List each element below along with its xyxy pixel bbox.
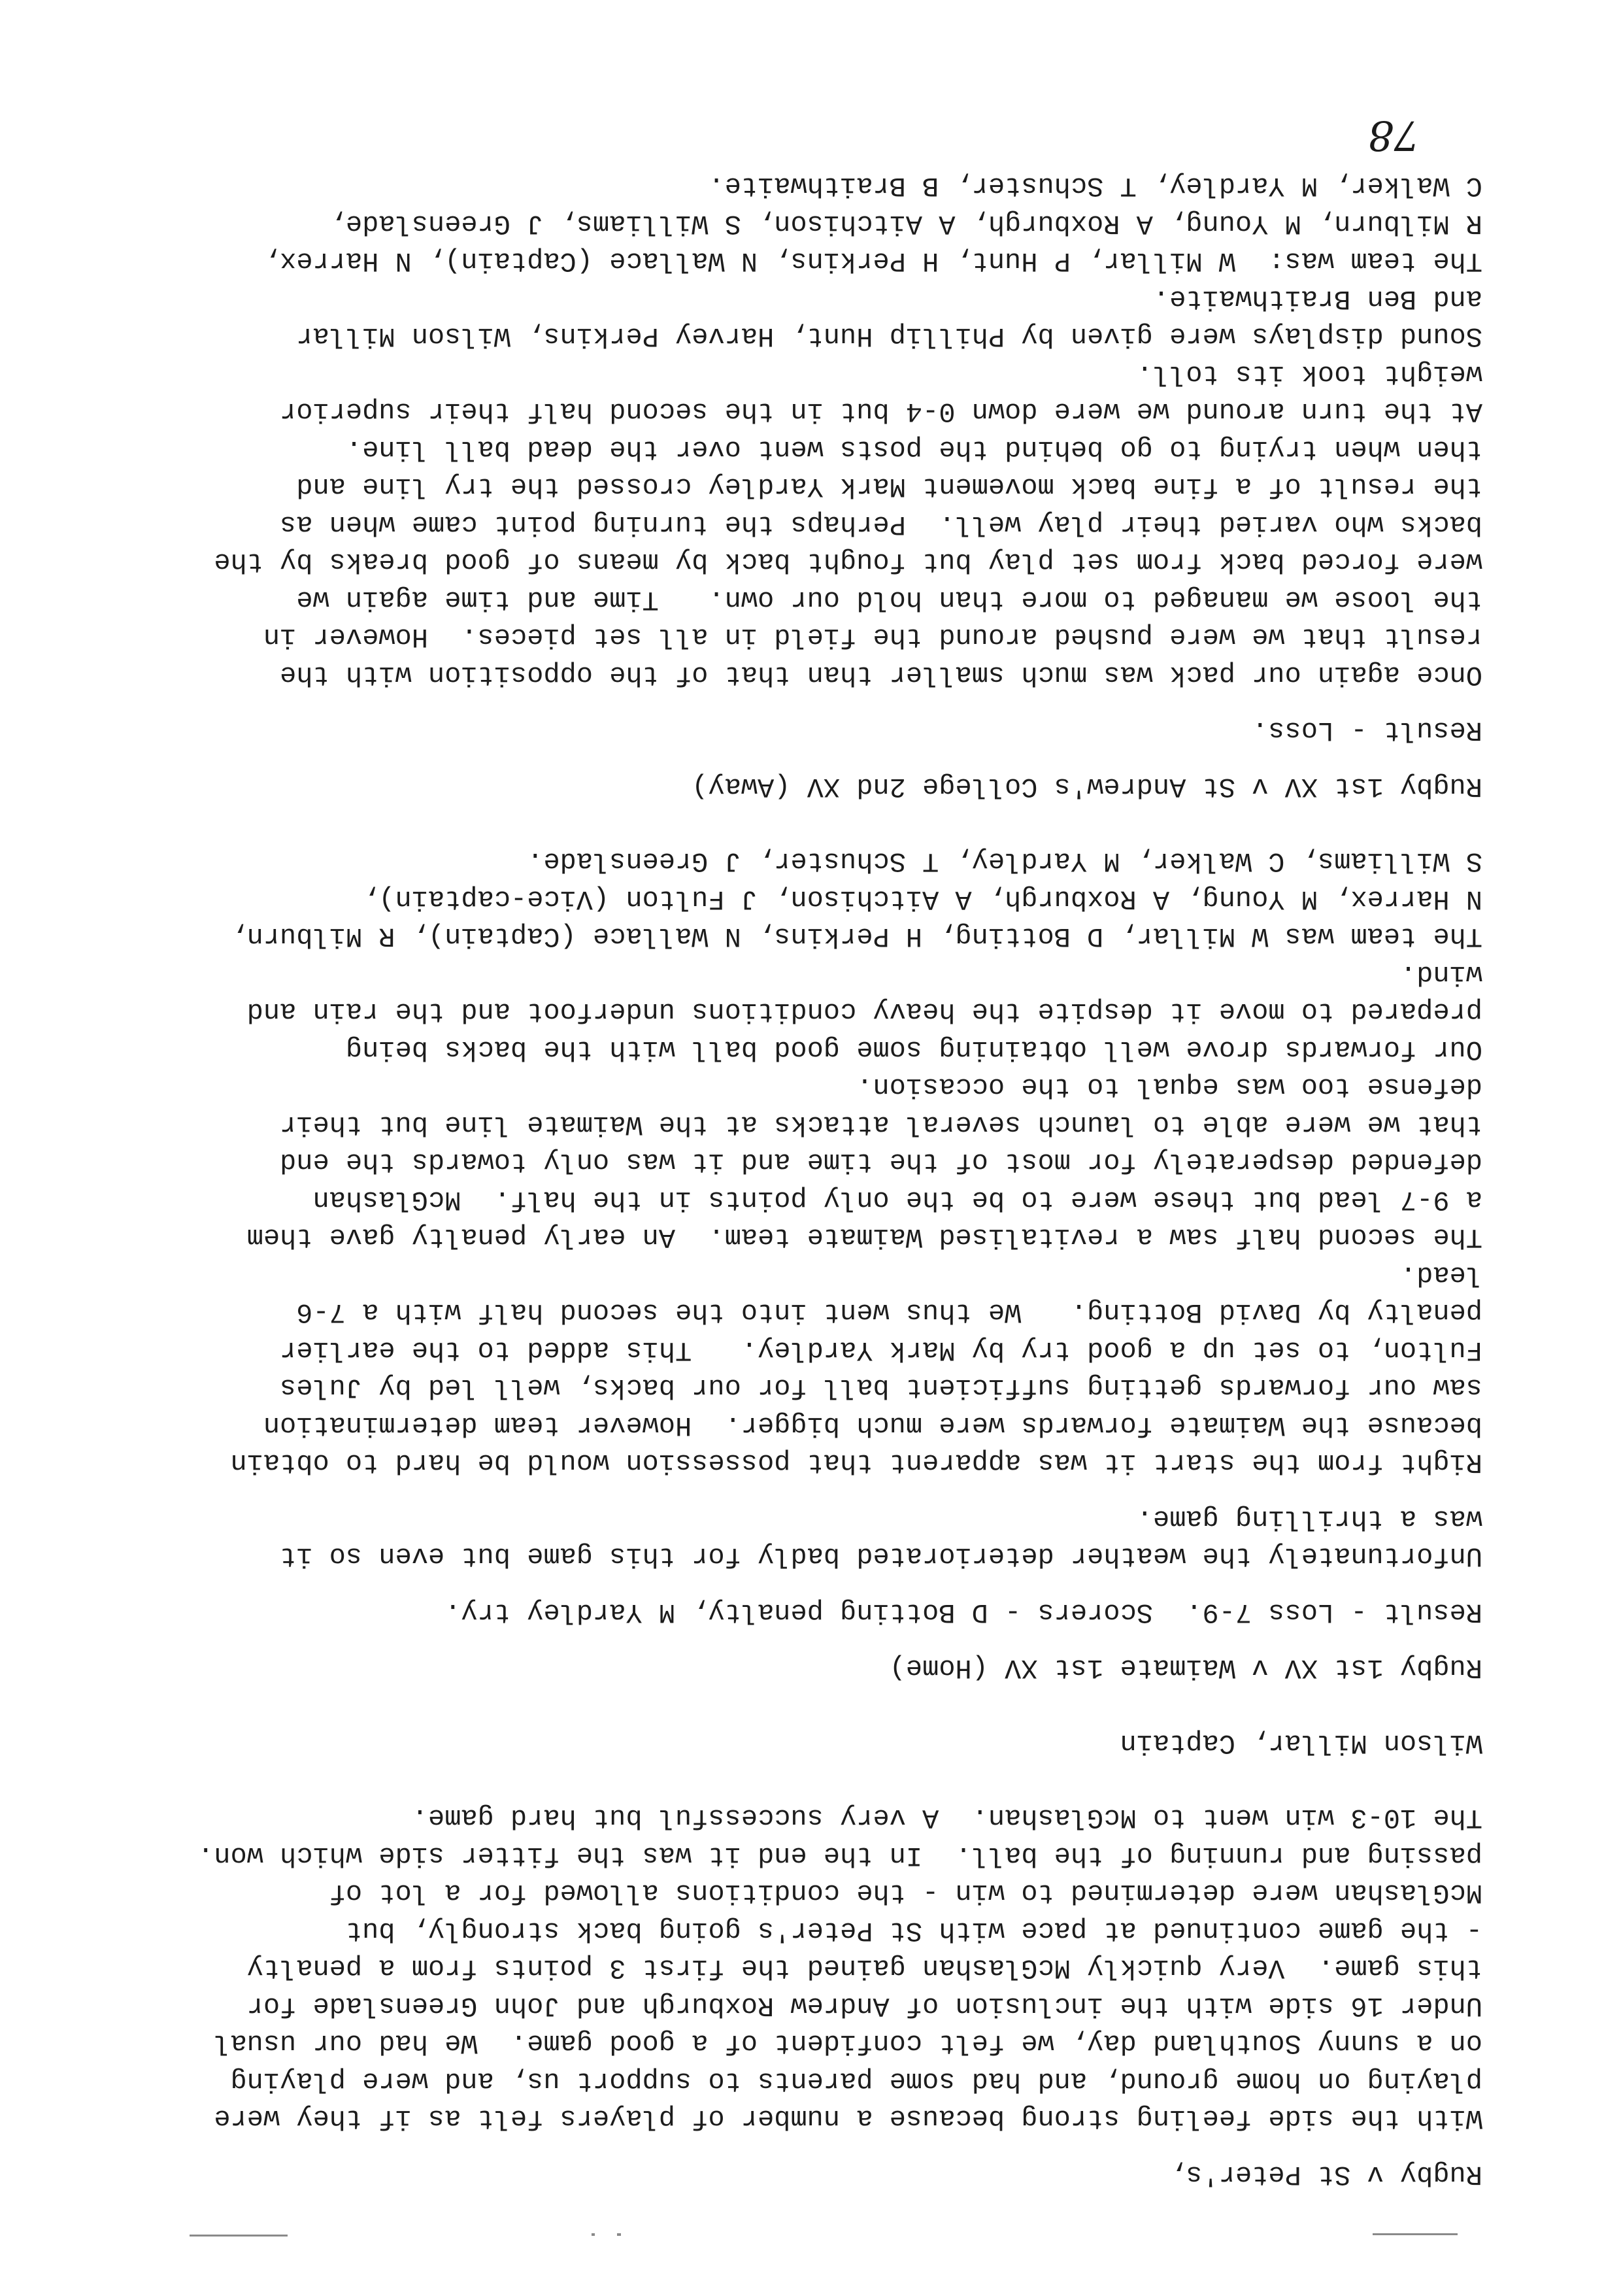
report-line: the loose we managed to more than hold our own. Time and time again we [296, 584, 1482, 615]
report-line: this game. Very quickly McGlashan gained the first 3 points from a penalty [246, 1952, 1482, 1984]
report-line: Right from the start it was apparent that possession would be hard to obtain [230, 1447, 1482, 1479]
report-line: that we were able to launch several attacks at the Waimate line but their [280, 1109, 1482, 1140]
report-line: because the Waimate forwards were much bigger. However team determination [263, 1410, 1482, 1441]
team-list-line: N Harrex, M Young, A Roxburgh, A Aitchison, J Fulton (Vice-captain), [362, 883, 1482, 915]
captain-signature: Wilson Millar, Captain [1120, 1727, 1482, 1759]
team-list-line: S Williams, C Walker, M Yardley, T Schuster, J Greenslade. [527, 845, 1482, 877]
report-line: were forced back from set play but fought back by means of good breaks by the [214, 546, 1482, 578]
report-line: weight took its toll. [1136, 358, 1482, 390]
team-list-line: The team was: W Millar, P Hunt, H Perkins, N Wallace (Captain), N Harrex, [263, 245, 1482, 277]
report-line: Once again our pack was much smaller than that of the opposition with the [280, 659, 1482, 690]
report-line: defended desperately for most of the time and it was only towards the end [280, 1146, 1482, 1178]
report-line: With the side feeling strong because a number of players felt as if they were [214, 2102, 1482, 2135]
team-list-line: R Milburn, M Young, A Roxburgh, A Aitchison, S Williams, J Greenslade, [329, 208, 1482, 239]
report-line: the result of a fine back movement Mark Yardley crossed the try line and [296, 471, 1482, 503]
report-line: playing on home ground, and had some parents to support us, and were playing [230, 2065, 1482, 2097]
report-line: backs who varied their play well. Perhaps the turning point came when as [280, 509, 1482, 540]
report-line: a 9-7 lead but these were to be the only points in the half. McGlashan [312, 1184, 1482, 1215]
report-line: The second half saw a revitalised Waimate team. An early penalty gave them [246, 1221, 1482, 1253]
scan-mark [1373, 2233, 1458, 2235]
report-line: defense too was equal to the occasion. [856, 1071, 1482, 1103]
report-line: on a sunny Southland day, we felt confident of a good game. We had our usual [214, 2027, 1482, 2059]
report-line: lead. [1399, 1259, 1482, 1291]
report-line: Our forwards drove well obtaining some good ball with the backs being [345, 1034, 1482, 1065]
report-line: Sound displays were given by Phillip Hunt, Harvey Perkins, Wilson Millar [296, 320, 1482, 352]
report-line: Fulton, to set up a good try by Mark Yardley. This added to the earlier [280, 1334, 1482, 1366]
report-line: Unfortunately the weather deteriorated badly for this game but even so it [280, 1540, 1482, 1572]
report-line: was a thrilling game. [1136, 1503, 1482, 1534]
report-line: and Ben Braithwaite. [1152, 283, 1482, 314]
scan-mark [617, 2233, 621, 2236]
match-heading-st-peters: Rugby v St Peter's, [1169, 2159, 1482, 2190]
match-result: Result - Loss 7-9. Scorers - D Botting penalty, M Yardley try. [444, 1596, 1482, 1628]
report-line: At the turn around we were down 0-4 but in the second half their superior [280, 396, 1482, 428]
report-line: Under 16 side with the inclusion of Andrew Roxburgh and John Greenslade for [246, 1990, 1482, 2021]
report-line: prepared to move it despite the heavy conditions underfoot and the rain and [246, 996, 1482, 1028]
team-list-line: The team was W Millar, D Botting, H Perkins, N Wallace (Captain), R Milburn, [230, 920, 1482, 953]
report-line: McGlashan were determined to win - the conditions allowed for a lot of [329, 1877, 1482, 1909]
match-heading-waimate: Rugby 1st XV v Waimate 1st XV (Home) [889, 1652, 1482, 1684]
report-line: wind. [1399, 958, 1482, 990]
report-line: saw our forwards getting sufficient ball for our backs, well led by Jules [280, 1372, 1482, 1404]
scan-mark [190, 2235, 288, 2237]
match-heading-st-andrews: Rugby 1st XV v St Andrew's College 2nd XV (Away) [692, 771, 1482, 802]
report-line: penalty by David Botting. We thus went into the second half with a 7-6 [296, 1296, 1482, 1328]
report-line: - the game continued at pace with St Peter's going back strongly, but [345, 1915, 1482, 1946]
document-body [136, 167, 1482, 2193]
report-line: passing and running of the ball. In the end it was the fitter side which won. [197, 1840, 1482, 1871]
match-result: Result - Loss. [1252, 715, 1482, 747]
scan-mark [592, 2233, 595, 2236]
report-line: The 10-3 win went to McGlashan. A very successful but hard game. [411, 1802, 1482, 1834]
page-number: 78 [1368, 112, 1420, 160]
report-line: then when trying to go behind the posts went over the dead ball line. [345, 433, 1482, 465]
report-line: result that we were pushed around the field in all set pieces. However in [263, 621, 1482, 653]
team-list-line: C Walker, M Yardley, T Schuster, B Braithwaite. [708, 170, 1482, 202]
